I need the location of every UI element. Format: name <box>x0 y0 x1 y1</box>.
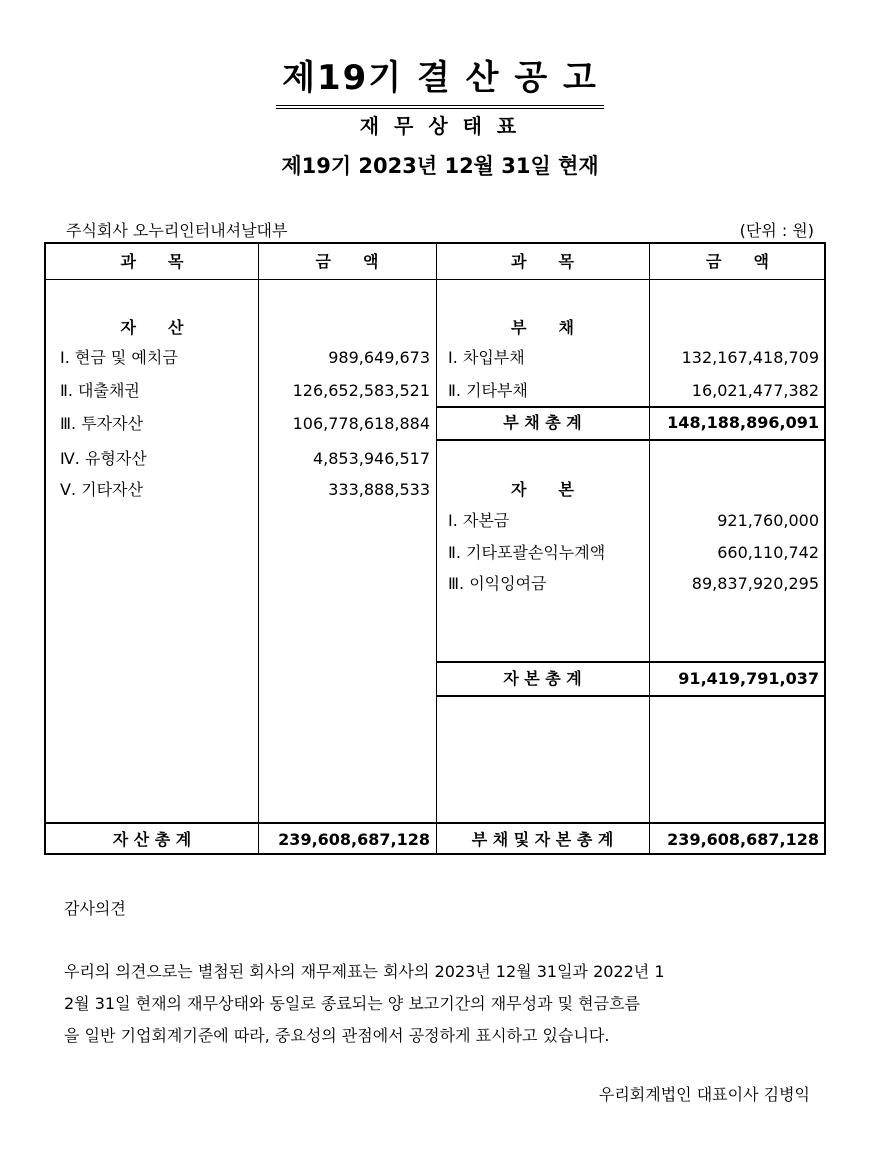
asset-item-label: Ⅲ. 투자자산 <box>60 414 144 433</box>
liability-item-amount: 16,021,477,382 <box>691 381 819 400</box>
opinion-line: 우리의 의견으로는 별첨된 회사의 재무제표는 회사의 2023년 12월 31일과 2022년 1 <box>64 962 665 981</box>
liability-item-label: Ⅰ. 차입부채 <box>448 348 525 367</box>
equity-item-amount: 921,760,000 <box>717 511 819 530</box>
liability-item-amount: 132,167,418,709 <box>681 348 819 367</box>
balance-sheet-table <box>44 242 826 855</box>
equity-total-bottom-line <box>436 695 824 697</box>
liabilities-total-amount: 148,188,896,091 <box>667 413 819 432</box>
equity-total-label: 자 본 총 계 <box>503 669 582 688</box>
statement-name: 재 무 상 태 표 <box>359 114 521 138</box>
liabilities-total-bottom-line <box>436 439 824 441</box>
liability-item-label: Ⅱ. 기타부채 <box>448 381 528 400</box>
asset-item-amount: 126,652,583,521 <box>292 381 430 400</box>
equity-item-label: Ⅱ. 기타포괄손익누계액 <box>448 543 606 562</box>
header-left-amount: 금 액 <box>315 252 379 271</box>
assets-section-title: 자 산 <box>120 318 184 337</box>
equity-item-amount: 89,837,920,295 <box>691 574 819 593</box>
equity-total-amount: 91,419,791,037 <box>678 669 819 688</box>
reporting-period: 제19기 2023년 12월 31일 현재 <box>281 154 599 178</box>
asset-item-amount: 333,888,533 <box>328 480 430 499</box>
opinion-line: 2월 31일 현재의 재무상태와 동일로 종료되는 양 보고기간의 재무성과 및 현금흐름 <box>64 994 640 1013</box>
auditor-signature: 우리회계법인 대표이사 김병익 <box>598 1085 810 1104</box>
asset-item-label: Ⅱ. 대출채권 <box>60 381 140 400</box>
header-left-item: 과 목 <box>120 252 184 271</box>
equity-section-title: 자 본 <box>511 480 574 499</box>
opinion-line: 을 일반 기업회계기준에 따라, 중요성의 관점에서 공정하게 표시하고 있습니다. <box>64 1026 610 1045</box>
grand-total-top-line <box>46 822 824 824</box>
asset-item-amount: 989,649,673 <box>328 348 430 367</box>
audit-opinion-title: 감사의견 <box>64 899 126 918</box>
liabilities-total-label: 부 채 총 계 <box>503 413 582 432</box>
liabilities-section-title: 부 채 <box>511 318 574 337</box>
equity-item-amount: 660,110,742 <box>717 543 819 562</box>
asset-item-label: Ⅴ. 기타자산 <box>60 480 143 499</box>
liabilities-equity-total-amount: 239,608,687,128 <box>667 830 819 849</box>
header-right-amount: 금 액 <box>706 252 769 271</box>
equity-total-top-line <box>436 661 824 663</box>
asset-item-label: Ⅰ. 현금 및 예치금 <box>60 348 178 367</box>
audit-opinion-text <box>64 956 780 1052</box>
assets-total-amount: 239,608,687,128 <box>278 830 430 849</box>
currency-unit: (단위 : 원) <box>739 221 814 240</box>
asset-item-label: Ⅳ. 유형자산 <box>60 449 147 468</box>
assets-total-label: 자 산 총 계 <box>112 830 192 849</box>
liabilities-total-top-line <box>436 406 824 408</box>
column-divider <box>258 244 259 853</box>
document-title: 제19기 결 산 공 고 <box>0 50 880 109</box>
equity-item-label: Ⅰ. 자본금 <box>448 511 510 530</box>
equity-item-label: Ⅲ. 이익잉여금 <box>448 574 547 593</box>
asset-item-amount: 106,778,618,884 <box>292 414 430 433</box>
header-right-item: 과 목 <box>511 252 574 271</box>
header-divider <box>46 279 824 280</box>
company-name: 주식회사 오누리인터내셔날대부 <box>66 221 288 240</box>
asset-item-amount: 4,853,946,517 <box>312 449 430 468</box>
liabilities-equity-total-label: 부 채 및 자 본 총 계 <box>471 830 614 849</box>
